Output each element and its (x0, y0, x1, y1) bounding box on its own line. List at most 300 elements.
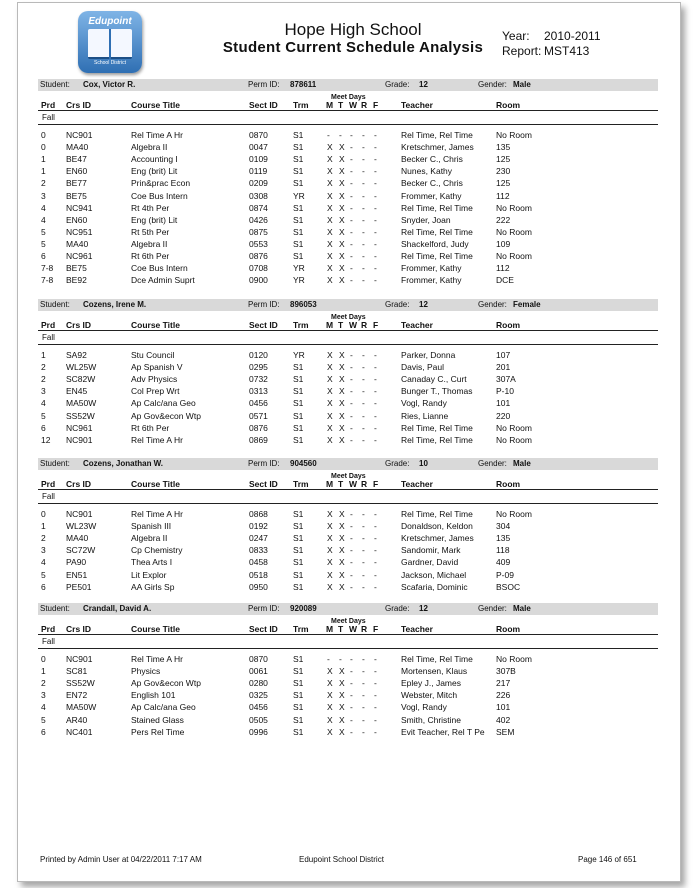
meet-day: - (374, 434, 377, 445)
room: P-10 (496, 386, 514, 397)
term: S1 (293, 422, 304, 433)
teacher-name: Evit Teacher, Rel T Pe (401, 726, 485, 737)
meet-day: X (339, 714, 345, 725)
period: 0 (41, 130, 46, 140)
room: 125 (496, 178, 511, 189)
period: 1 (41, 166, 46, 177)
grade-value: 12 (419, 80, 428, 89)
course-title: Ap Spanish V (131, 362, 183, 373)
year-label: Year: (502, 29, 530, 43)
room: 135 (496, 142, 511, 153)
meet-day: X (339, 142, 345, 153)
meet-day: - (350, 581, 353, 592)
teacher-name: Frommer, Kathy (401, 263, 462, 274)
perm-id-label: Perm ID: (248, 604, 280, 613)
schedule-row (18, 386, 680, 397)
teacher-name: Rel Time, Rel Time (401, 654, 473, 664)
schedule-row (18, 654, 680, 665)
schedule-row (18, 715, 680, 726)
meet-day: - (374, 154, 377, 165)
section-id: 0874 (249, 202, 268, 213)
meet-day: - (362, 581, 365, 592)
column-header-day: R (361, 479, 368, 489)
teacher-name: Gardner, David (401, 557, 459, 568)
room: 304 (496, 521, 511, 532)
course-id: NC901 (66, 509, 93, 519)
course-id: MA40 (66, 142, 89, 153)
meet-day: X (327, 726, 333, 737)
course-id: EN45 (66, 386, 88, 397)
schedule-row (18, 203, 680, 214)
column-header-day: F (373, 100, 379, 110)
meet-day: X (327, 275, 333, 286)
course-title: Coe Bus Intern (131, 190, 188, 201)
column-header-crs-id: Crs ID (66, 624, 92, 634)
schedule-row (18, 435, 680, 446)
meet-day: - (350, 545, 353, 556)
teacher-name: Sandomir, Mark (401, 545, 461, 556)
meet-day: X (327, 569, 333, 580)
meet-day: X (339, 509, 345, 519)
meet-day: - (362, 263, 365, 274)
course-title: Eng (brit) Lit (131, 166, 178, 177)
meet-day: X (339, 275, 345, 286)
term: S1 (293, 214, 304, 225)
meet-day: - (362, 190, 365, 201)
term: S1 (293, 569, 304, 580)
meet-day: - (362, 569, 365, 580)
course-id: WL23W (66, 521, 97, 532)
meet-day: - (374, 509, 377, 519)
section-id: 0061 (249, 666, 268, 677)
course-id: PE501 (66, 581, 92, 592)
meet-day: X (327, 422, 333, 433)
section-id: 0833 (249, 545, 268, 556)
room: 307A (496, 374, 516, 385)
meet-day: - (374, 410, 377, 421)
section-id: 0732 (249, 374, 268, 385)
book-spine (109, 29, 111, 59)
gender-value: Male (513, 604, 531, 613)
meet-day: - (374, 251, 377, 261)
column-header-trm: Trm (293, 624, 309, 634)
section-id: 0900 (249, 275, 268, 286)
schedule-row (18, 239, 680, 250)
column-header-trm: Trm (293, 100, 309, 110)
period: 7-8 (41, 263, 54, 274)
meet-day: - (374, 545, 377, 556)
room: 118 (496, 545, 510, 556)
period: 6 (41, 251, 46, 261)
course-id: BE47 (66, 154, 87, 165)
meet-day: X (327, 678, 333, 689)
course-title: Rt 6th Per (131, 251, 170, 261)
teacher-name: Epley J., James (401, 678, 461, 689)
meet-day: - (350, 702, 353, 713)
column-header-prd: Prd (41, 100, 56, 110)
meet-day: X (327, 666, 333, 677)
header-rule (38, 110, 658, 111)
meet-day: X (339, 398, 345, 409)
meet-day: - (350, 533, 353, 544)
grade-label: Grade: (385, 80, 410, 89)
period: 4 (41, 702, 46, 713)
term: S1 (293, 666, 304, 677)
column-header-day: M (326, 624, 334, 634)
room: No Room (496, 654, 532, 664)
meet-day: X (339, 226, 345, 237)
meet-day: X (327, 714, 333, 725)
period: 5 (41, 410, 46, 421)
meet-day: X (339, 690, 345, 701)
course-id: MA50W (66, 702, 97, 713)
section-id: 0869 (249, 434, 268, 445)
meet-day: - (374, 238, 377, 249)
meet-day: X (327, 238, 333, 249)
meet-day: X (339, 166, 345, 177)
room: 230 (496, 166, 511, 177)
period: 6 (41, 581, 46, 592)
teacher-name: Jackson, Michael (401, 569, 467, 580)
teacher-name: Frommer, Kathy (401, 275, 462, 286)
column-header-trm: Trm (293, 479, 309, 489)
meet-day: - (362, 226, 365, 237)
period: 2 (41, 374, 46, 385)
meet-day: X (327, 190, 333, 201)
course-id: EN60 (66, 214, 88, 225)
term: S1 (293, 509, 304, 519)
student-label: Student: (40, 300, 70, 309)
meet-day: - (362, 714, 365, 725)
teacher-name: Rel Time, Rel Time (401, 422, 473, 433)
section-id: 0996 (249, 726, 268, 737)
section-id: 0295 (249, 362, 268, 373)
column-header-day: T (338, 479, 344, 489)
meet-day: - (362, 350, 365, 360)
term: YR (293, 275, 305, 286)
room: No Room (496, 202, 532, 213)
period: 5 (41, 569, 46, 580)
meet-day: X (327, 226, 333, 237)
meet-day: - (350, 434, 353, 445)
course-title: Algebra II (131, 238, 168, 249)
meet-day: - (374, 386, 377, 397)
meet-day: - (350, 521, 353, 532)
teacher-name: Nunes, Kathy (401, 166, 453, 177)
section-id: 0192 (249, 521, 268, 532)
room: 107 (496, 350, 511, 360)
meet-days-header: Meet Days (331, 314, 366, 321)
meet-day: X (339, 726, 345, 737)
gender-label: Gender: (478, 604, 507, 613)
course-title: Lit Explor (131, 569, 167, 580)
grade-label: Grade: (385, 300, 410, 309)
section-id: 0875 (249, 226, 268, 237)
column-header-day: R (361, 320, 368, 330)
schedule-row (18, 509, 680, 520)
meet-day: - (362, 410, 365, 421)
schedule-row (18, 227, 680, 238)
meet-day: - (362, 178, 365, 189)
meet-day: X (339, 202, 345, 213)
column-header-day: R (361, 100, 368, 110)
schedule-row (18, 350, 680, 361)
meet-day: - (374, 654, 377, 664)
meet-day: X (339, 251, 345, 261)
course-title: Rt 5th Per (131, 226, 170, 237)
footer-district: Edupoint School District (299, 855, 384, 864)
meet-day: X (339, 238, 345, 249)
meet-day: - (362, 557, 365, 568)
room: 201 (496, 362, 511, 373)
column-header-day: F (373, 320, 379, 330)
meet-day: X (327, 251, 333, 261)
teacher-name: Rel Time, Rel Time (401, 251, 473, 261)
column-header-day: W (349, 624, 358, 634)
meet-day: X (327, 362, 333, 373)
column-header-room: Room (496, 624, 521, 634)
section-id: 0505 (249, 714, 268, 725)
course-id: SC82W (66, 374, 96, 385)
meet-day: - (350, 350, 353, 360)
meet-day: - (362, 238, 365, 249)
term: YR (293, 350, 305, 360)
period: 1 (41, 350, 46, 360)
period: 6 (41, 422, 46, 433)
meet-day: X (327, 166, 333, 177)
column-header-room: Room (496, 479, 521, 489)
column-header-course-title: Course Title (131, 479, 180, 489)
room: No Room (496, 422, 532, 433)
student-name: Cox, Victor R. (83, 80, 136, 89)
section-id: 0120 (249, 350, 268, 360)
meet-day: - (374, 714, 377, 725)
meet-day: - (362, 726, 365, 737)
schedule-row (18, 702, 680, 713)
meet-day: X (339, 350, 345, 360)
meet-day: - (362, 702, 365, 713)
schedule-row (18, 142, 680, 153)
term-rule (38, 503, 658, 504)
term-label: Fall (42, 492, 55, 501)
perm-id-label: Perm ID: (248, 80, 280, 89)
meet-day: X (339, 178, 345, 189)
report-value: MST413 (544, 44, 590, 58)
course-title: Rel Time A Hr (131, 654, 183, 664)
year-value: 2010-2011 (544, 29, 601, 43)
meet-day: - (362, 690, 365, 701)
course-title: Algebra II (131, 142, 168, 153)
meet-day: - (374, 726, 377, 737)
meet-day: - (350, 362, 353, 373)
course-title: Physics (131, 666, 161, 677)
meet-day: - (350, 275, 353, 286)
schedule-row (18, 582, 680, 593)
section-id: 0708 (249, 263, 268, 274)
schedule-row (18, 362, 680, 373)
meet-day: - (374, 374, 377, 385)
report-title: Student Current Schedule Analysis (222, 39, 484, 56)
schedule-row (18, 166, 680, 177)
column-header-day: M (326, 100, 334, 110)
teacher-name: Becker C., Chris (401, 178, 463, 189)
meet-day: X (327, 386, 333, 397)
course-title: Ap Gov&econ Wtp (131, 410, 201, 421)
meet-day: - (350, 263, 353, 274)
course-id: PA90 (66, 557, 87, 568)
meet-day: X (327, 509, 333, 519)
room: 125 (496, 154, 511, 165)
meet-day: - (374, 275, 377, 286)
meet-day: - (362, 154, 365, 165)
term: YR (293, 263, 305, 274)
column-header-prd: Prd (41, 320, 56, 330)
meet-day: - (374, 130, 377, 140)
meet-day: X (327, 214, 333, 225)
meet-day: X (339, 410, 345, 421)
meet-day: - (362, 434, 365, 445)
schedule-row (18, 533, 680, 544)
term: S1 (293, 726, 304, 737)
room: 220 (496, 410, 511, 421)
student-name: Cozens, Jonathan W. (83, 459, 164, 468)
gender-value: Male (513, 80, 531, 89)
perm-id-value: 904560 (290, 459, 317, 468)
schedule-row (18, 545, 680, 556)
room: DCE (496, 275, 514, 286)
meet-days-header: Meet Days (331, 473, 366, 480)
meet-day: - (362, 362, 365, 373)
course-id: AR40 (66, 714, 88, 725)
grade-label: Grade: (385, 604, 410, 613)
period: 3 (41, 690, 46, 701)
period: 2 (41, 533, 46, 544)
meet-day: - (350, 154, 353, 165)
meet-day: X (327, 581, 333, 592)
section-id: 0870 (249, 130, 268, 140)
schedule-row (18, 263, 680, 274)
grade-label: Grade: (385, 459, 410, 468)
course-title: Stu Council (131, 350, 175, 360)
room: 101 (496, 398, 511, 409)
room: No Room (496, 251, 532, 261)
term: S1 (293, 545, 304, 556)
term: S1 (293, 238, 304, 249)
schedule-row (18, 215, 680, 226)
course-title: Rt 6th Per (131, 422, 170, 433)
student-name: Cozens, Irene M. (83, 300, 147, 309)
meet-day: - (374, 190, 377, 201)
meet-day: X (339, 521, 345, 532)
room: No Room (496, 130, 532, 140)
footer-page-number: Page 146 of 651 (578, 855, 637, 864)
meet-day: - (350, 178, 353, 189)
meet-day: - (362, 251, 365, 261)
period: 2 (41, 678, 46, 689)
course-title: Accounting I (131, 154, 178, 165)
meet-day: X (339, 362, 345, 373)
schedule-row (18, 275, 680, 286)
teacher-name: Becker C., Chris (401, 154, 463, 165)
schedule-row (18, 521, 680, 532)
meet-day: - (374, 263, 377, 274)
column-header-sect-id: Sect ID (249, 479, 278, 489)
term: S1 (293, 251, 304, 261)
meet-day: - (362, 130, 365, 140)
meet-day: - (374, 521, 377, 532)
perm-id-value: 896053 (290, 300, 317, 309)
room: 307B (496, 666, 516, 677)
meet-day: - (350, 509, 353, 519)
period: 1 (41, 666, 46, 677)
column-header-day: M (326, 320, 334, 330)
meet-day: X (327, 202, 333, 213)
period: 12 (41, 434, 51, 445)
section-id: 0280 (249, 678, 268, 689)
period: 7-8 (41, 275, 54, 286)
teacher-name: Parker, Donna (401, 350, 456, 360)
meet-day: X (339, 154, 345, 165)
meet-day: - (350, 190, 353, 201)
meet-day: X (327, 690, 333, 701)
column-header-teacher: Teacher (401, 624, 433, 634)
report-page (17, 2, 681, 882)
course-id: BE92 (66, 275, 87, 286)
period: 3 (41, 386, 46, 397)
schedule-row (18, 666, 680, 677)
section-id: 0308 (249, 190, 268, 201)
student-header-bar (38, 458, 658, 470)
teacher-name: Ries, Lianne (401, 410, 449, 421)
course-id: SC81 (66, 666, 88, 677)
header-rule (38, 634, 658, 635)
meet-day: - (374, 666, 377, 677)
perm-id-value: 878611 (290, 80, 317, 89)
column-header-room: Room (496, 100, 521, 110)
section-id: 0518 (249, 569, 268, 580)
course-id: MA40 (66, 238, 89, 249)
column-header-course-title: Course Title (131, 100, 180, 110)
student-header-bar (38, 603, 658, 615)
meet-day: - (362, 386, 365, 397)
meet-day: - (350, 678, 353, 689)
column-header-prd: Prd (41, 624, 56, 634)
meet-day: X (327, 521, 333, 532)
column-header-day: T (338, 320, 344, 330)
course-id: EN51 (66, 569, 88, 580)
student-label: Student: (40, 80, 70, 89)
meet-day: - (339, 654, 342, 664)
section-id: 0456 (249, 702, 268, 713)
course-title: Col Prep Wrt (131, 386, 180, 397)
meet-day: - (374, 214, 377, 225)
section-id: 0209 (249, 178, 268, 189)
meet-day: - (350, 690, 353, 701)
column-header-day: F (373, 479, 379, 489)
section-id: 0571 (249, 410, 268, 421)
meet-day: X (327, 350, 333, 360)
course-title: Eng (brit) Lit (131, 214, 178, 225)
logo-text: Edupoint (88, 16, 132, 27)
term: S1 (293, 374, 304, 385)
period: 4 (41, 398, 46, 409)
school-name: Hope High School (284, 20, 422, 39)
teacher-name: Frommer, Kathy (401, 190, 462, 201)
course-title: English 101 (131, 690, 176, 701)
room: 112 (496, 190, 510, 201)
student-label: Student: (40, 604, 70, 613)
meet-day: - (362, 678, 365, 689)
